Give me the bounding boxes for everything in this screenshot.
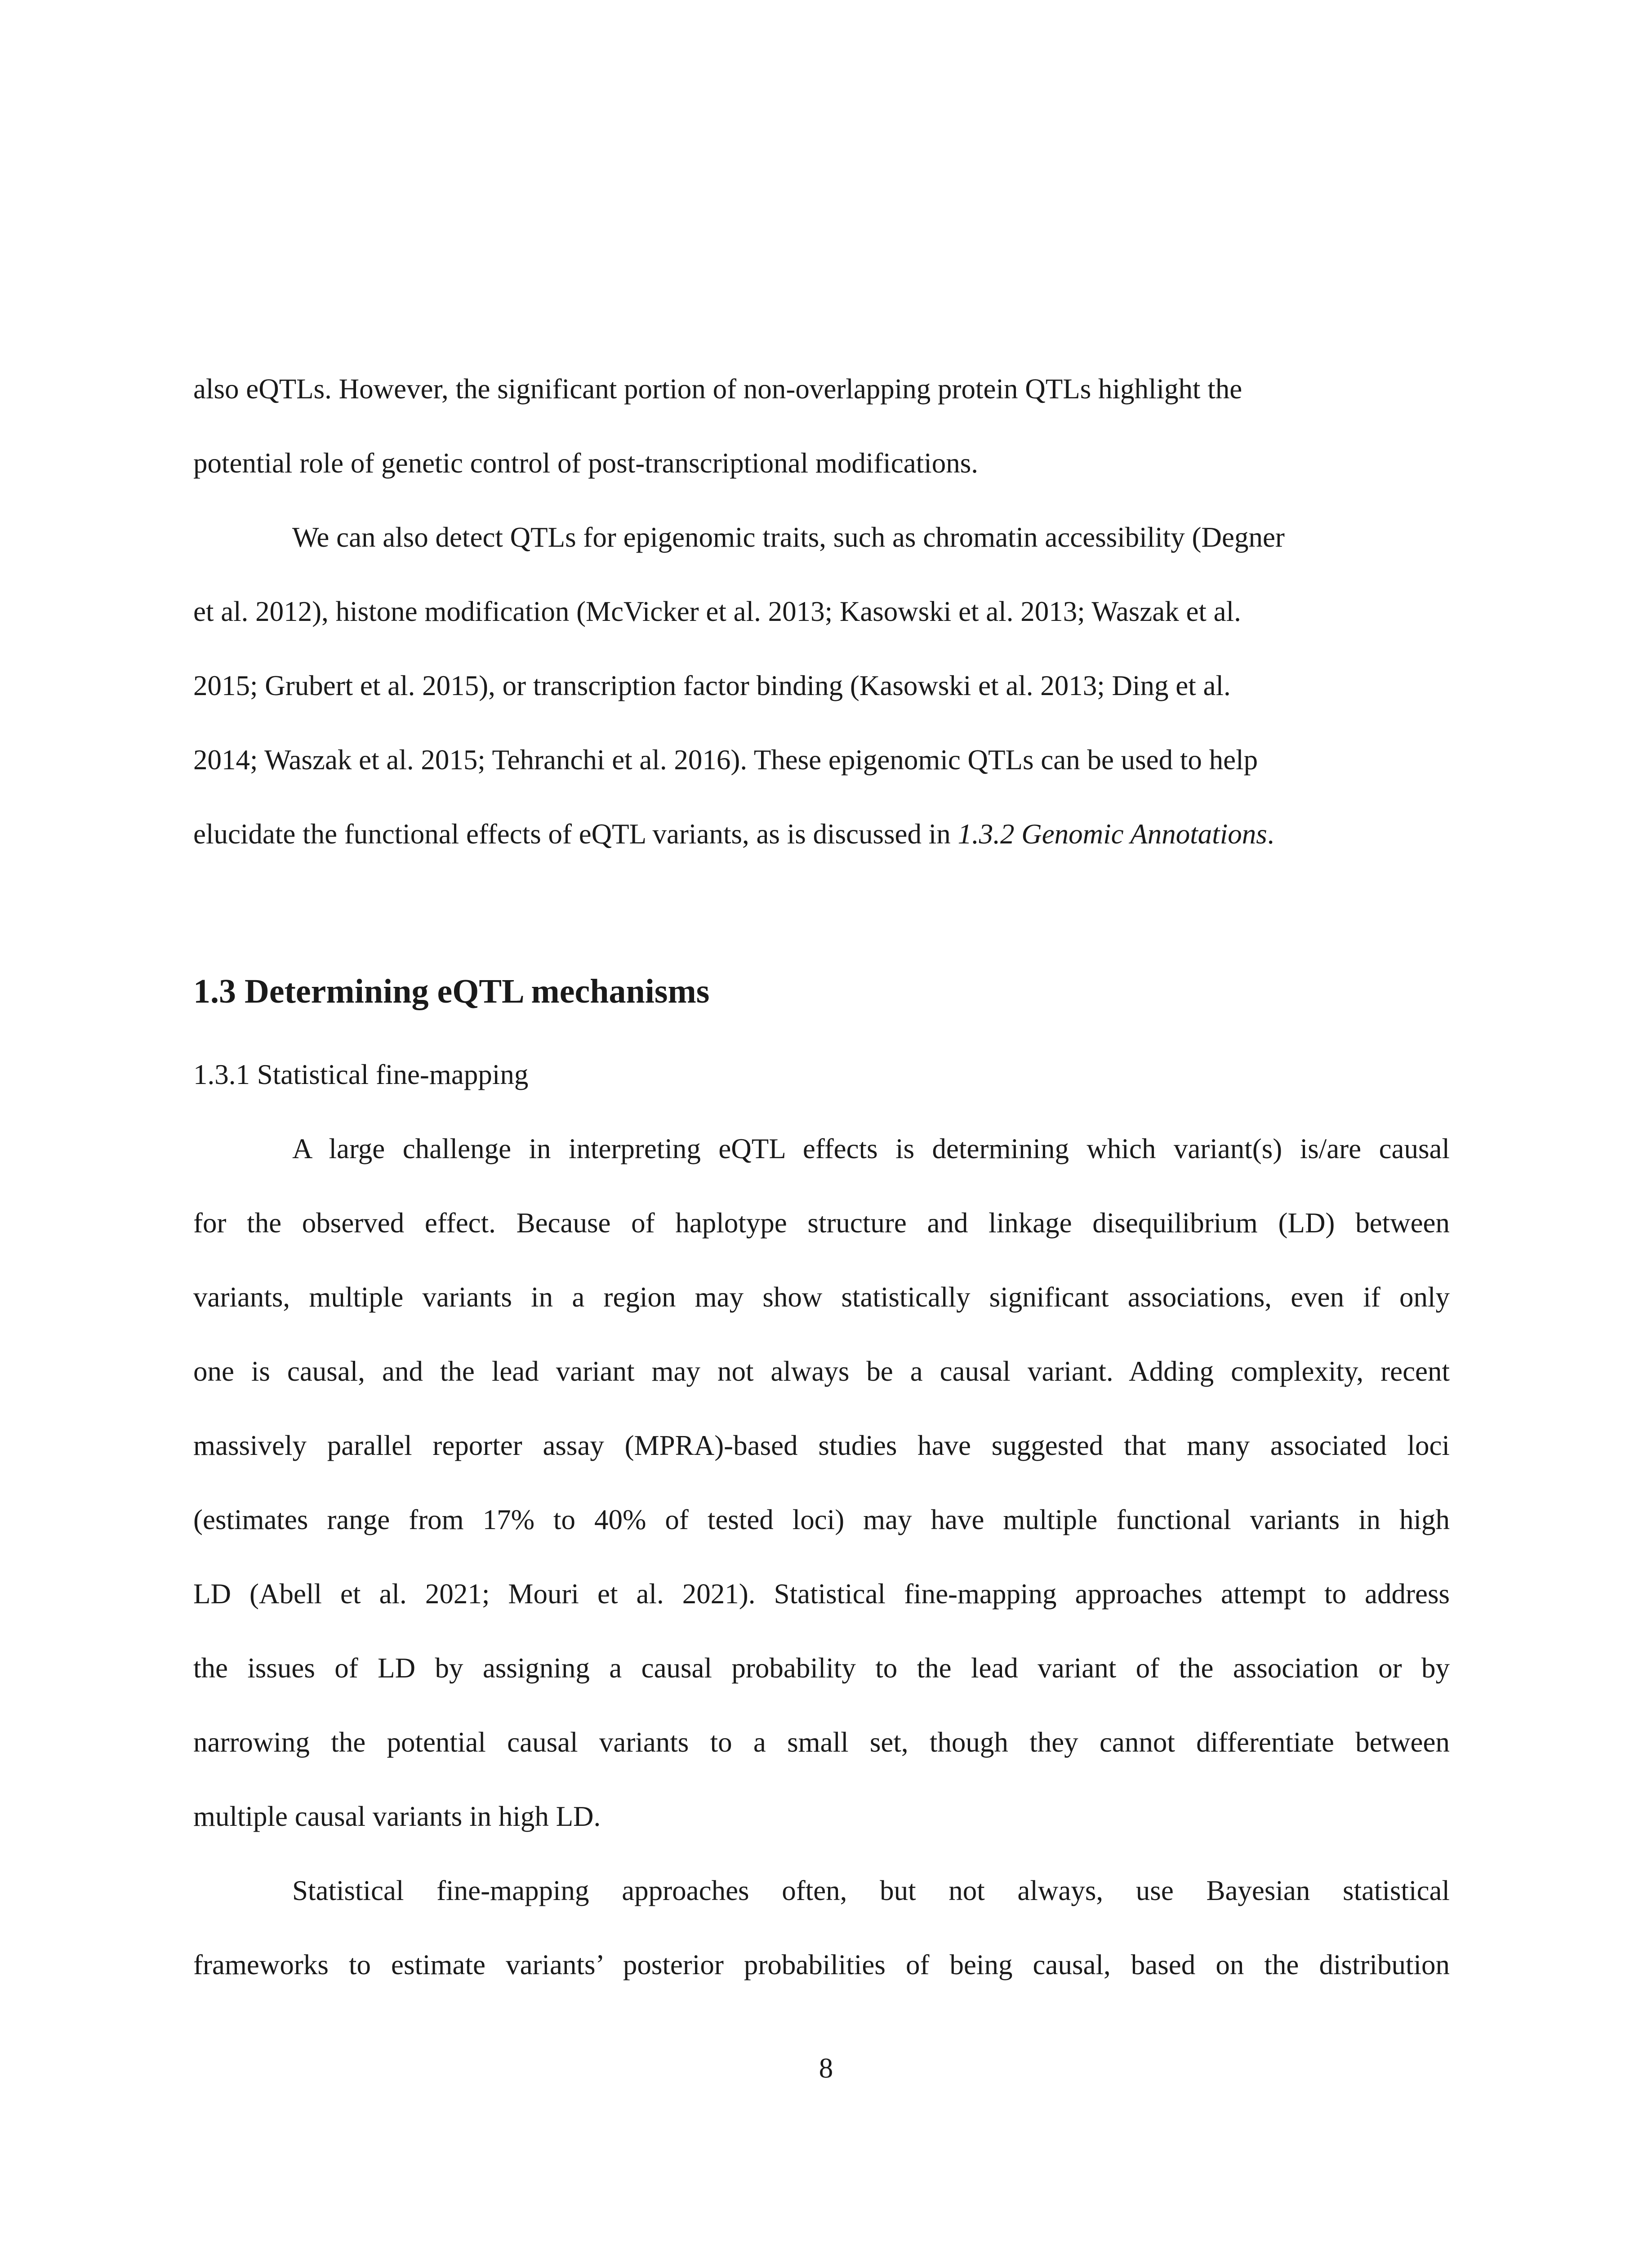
body-text-line: et al. 2012), histone modification (McVicker et al. 2013; Kasowski et al. 2013; Waszak et al. xyxy=(193,596,1241,627)
section-heading: 1.3 Determining eQTL mechanisms xyxy=(193,972,710,1010)
body-text-line: (estimates range from 17% to 40% of tested loci) may have multiple functional variants in high xyxy=(193,1504,1450,1535)
body-text-line: one is causal, and the lead variant may not always be a causal variant. Adding complexity, recent xyxy=(193,1356,1450,1387)
body-text-line: LD (Abell et al. 2021; Mouri et al. 2021). Statistical fine-mapping approaches attempt to address xyxy=(193,1578,1450,1610)
body-text-line xyxy=(193,816,1274,852)
body-text-segment: elucidate the functional effects of eQTL variants, as is discussed in xyxy=(193,818,958,850)
body-text-line: multiple causal variants in high LD. xyxy=(193,1801,601,1832)
body-text-line: frameworks to estimate variants’ posterior probabilities of being causal, based on the distribution xyxy=(193,1949,1450,1980)
body-text-line: A large challenge in interpreting eQTL effects is determining which variant(s) is/are causal xyxy=(292,1133,1450,1164)
subsection-heading: 1.3.1 Statistical fine-mapping xyxy=(193,1059,529,1090)
page-number: 8 xyxy=(819,2052,833,2084)
body-text-segment: . xyxy=(1267,818,1274,850)
cross-reference: 1.3.2 Genomic Annotations xyxy=(957,818,1267,850)
body-text-line: 2015; Grubert et al. 2015), or transcription factor binding (Kasowski et al. 2013; Ding et al. xyxy=(193,670,1231,701)
body-text-line: variants, multiple variants in a region may show statistically significant associations, even if only xyxy=(193,1281,1450,1313)
body-text-line: Statistical fine-mapping approaches often, but not always, use Bayesian statistical xyxy=(292,1875,1450,1906)
body-text-line: 2014; Waszak et al. 2015; Tehranchi et al. 2016). These epigenomic QTLs can be used to help xyxy=(193,744,1258,776)
body-text-line: potential role of genetic control of post-transcriptional modifications. xyxy=(193,447,979,479)
body-text-line: We can also detect QTLs for epigenomic traits, such as chromatin accessibility (Degner xyxy=(292,522,1285,553)
body-text-line: massively parallel reporter assay (MPRA)-based studies have suggested that many associated loci xyxy=(193,1430,1450,1461)
body-text-line: also eQTLs. However, the significant portion of non-overlapping protein QTLs highlight the xyxy=(193,373,1242,405)
body-text-line: narrowing the potential causal variants to a small set, though they cannot differentiate between xyxy=(193,1726,1450,1758)
body-text-line: for the observed effect. Because of haplotype structure and linkage disequilibrium (LD) between xyxy=(193,1207,1450,1239)
body-text-line: the issues of LD by assigning a causal probability to the lead variant of the association or by xyxy=(193,1652,1450,1684)
